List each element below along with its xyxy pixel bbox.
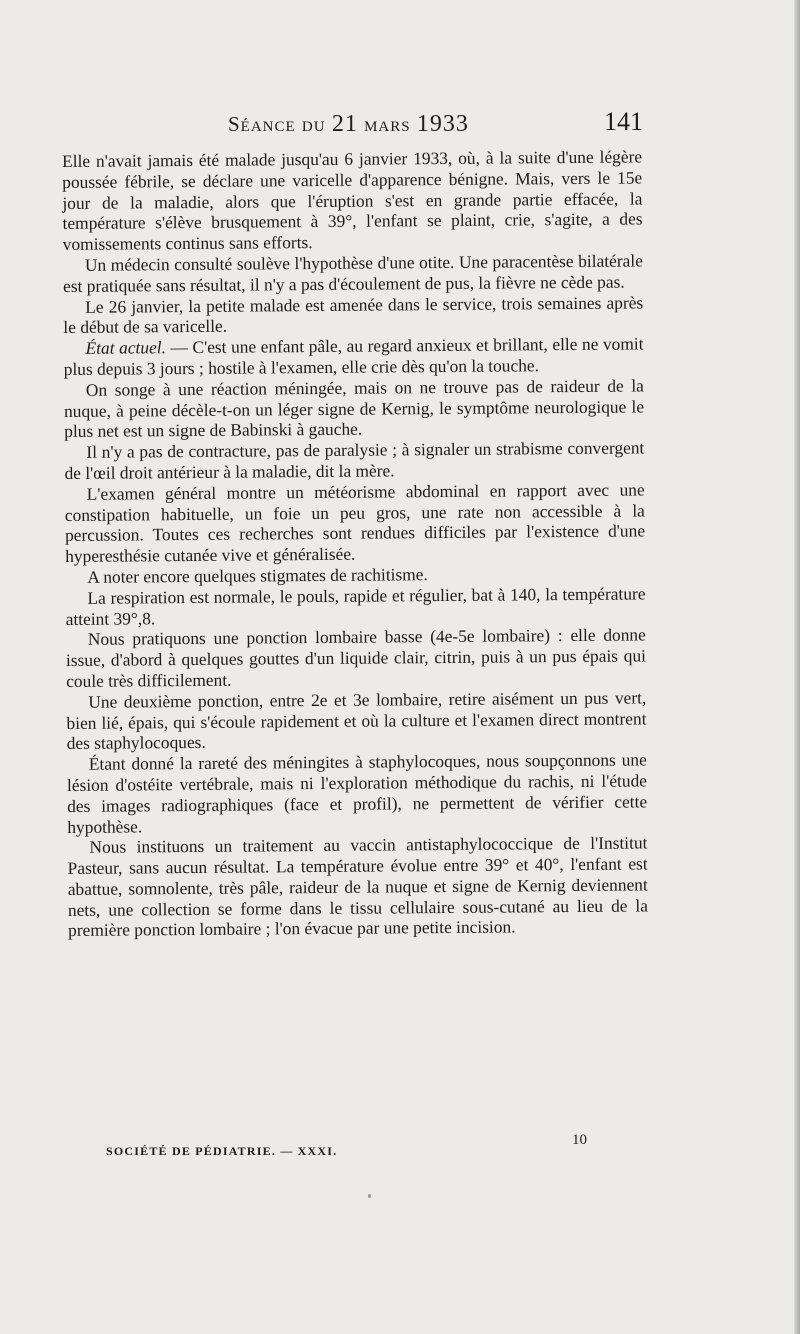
paragraph: Un médecin consulté soulève l'hypothèse d'une otite. Une paracentèse bilatérale est pratiquée sans résultat, il n'y a pas d'écoulement de pus, la fièvre ne cède pas. xyxy=(62,250,643,296)
paragraph xyxy=(63,334,643,380)
paragraph: Le 26 janvier, la petite malade est amenée dans le service, trois semaines après le début de sa varicelle. xyxy=(63,292,644,338)
paragraph: Une deuxième ponction, entre 2e et 3e lombaire, retire aisément un pus vert, bien lié, épais, qui s'écoule rapidement et où la culture et l'examen direct montrent des staphylocoques. xyxy=(66,687,647,754)
printer-signature: SOCIÉTÉ DE PÉDIATRIE. — XXXI. xyxy=(106,1144,338,1158)
paragraph: L'examen général montre un météorisme abdominal en rapport avec une constipation habituelle, un foie un peu gros, une rate non accessible à la percussion. Toutes ces recherches sont rendues difficiles par l'existence d'une hyperesthésie cutanée vive et généralisée. xyxy=(64,479,646,567)
paragraph: Elle n'avait jamais été malade jusqu'au 6 janvier 1933, où, à la suite d'une légère poussée fébrile, se déclare une varicelle d'apparence bénigne. Mais, vers le 15e jour de la maladie, alors que l'éruption s'est en grande partie effacée, la température s'élève brusquement à 39°, l'enfant se plaint, crie, s'agite, a des vomissements continus sans efforts. xyxy=(62,146,643,255)
paragraph: Nous instituons un traitement au vaccin antistaphylococcique de l'Institut Pasteur, sans aucun résultat. La température évolue entre 39° et 40°, l'enfant est abattue, somnolente, très pâle, raideur de la nuque et signe de Kernig deviennent nets, une collection se forme dans le tissu cellulaire sous-cutané au lieu de la première ponction lombaire ; l'on évacue par une petite incision. xyxy=(67,832,649,941)
paragraph: Il n'y a pas de contracture, pas de paralysie ; à signaler un strabisme convergent de l'œil droit antérieur à la maladie, dit la mère. xyxy=(64,437,645,483)
paragraph: On songe à une réaction méningée, mais on ne trouve pas de raideur de la nuque, à peine décèle-t-on un léger signe de Kernig, le symptôme neurologique le plus net est un signe de Babinski à gauche. xyxy=(63,375,645,442)
paper-speck xyxy=(368,1194,371,1198)
page-number: 141 xyxy=(604,107,643,136)
page-footer xyxy=(0,1128,800,1168)
running-header xyxy=(0,103,800,143)
running-title xyxy=(228,111,469,138)
paragraph: Nous pratiquons une ponction lombaire basse (4e-5e lombaire) : elle donne issue, d'abord à quelques gouttes d'un liquide clair, citrin, puis à un pus épais qui coule très difficilement. xyxy=(65,624,647,691)
paragraph-lead: État actuel. xyxy=(85,337,166,358)
running-title-day: 21 xyxy=(331,111,358,137)
paragraph-text: — C'est une enfant pâle, au regard anxieux et brillant, elle ne vomit plus depuis 3 jours ; hostile à l'examen, elle crie dès qu'on la touche. xyxy=(63,333,644,379)
running-title-start: Séance du xyxy=(228,112,332,136)
sheet-number: 10 xyxy=(572,1132,587,1148)
paragraph: Étant donné la rareté des méningites à staphylocoques, nous soupçonnons une lésion d'ostéite vertébrale, mais ni l'exploration méthodique du rachis, ni l'étude des images radiographiques (face et profil), ne permettent de vérifier cette hypothèse. xyxy=(66,749,648,837)
running-title-mid: mars xyxy=(357,112,417,136)
paragraph: La respiration est normale, le pouls, rapide et régulier, bat à 140, la température atteint 39°,8. xyxy=(65,583,646,629)
paragraph: A noter encore quelques stigmates de rachitisme. xyxy=(87,564,428,587)
running-title-year: 1933 xyxy=(416,111,469,137)
body-text xyxy=(62,146,648,941)
